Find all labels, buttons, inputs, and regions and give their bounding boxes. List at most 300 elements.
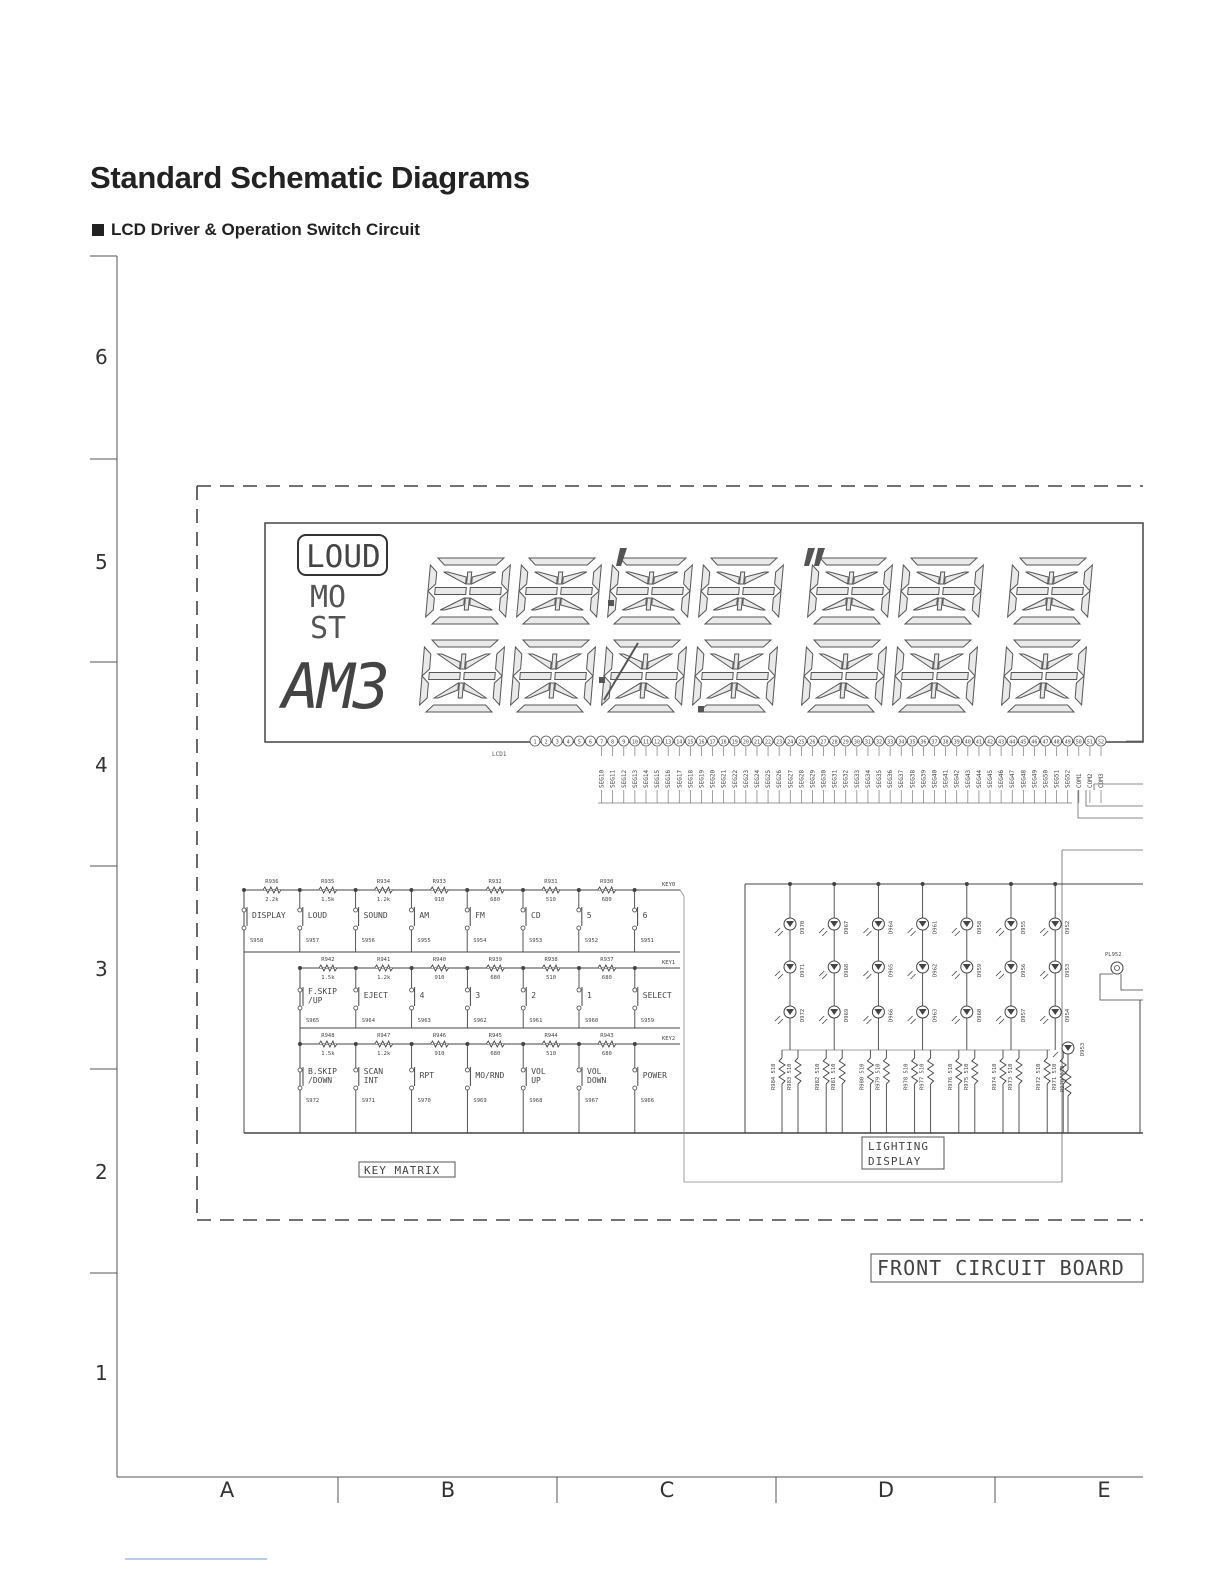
lcd-pin (674, 736, 684, 746)
page-title: Standard Schematic Diagrams (90, 160, 530, 195)
key-switch (410, 966, 431, 1028)
lighting-resistor-label: R974 510 (992, 1063, 998, 1090)
lcd-pin (941, 736, 951, 746)
key-resistor-value: 680 (490, 975, 501, 981)
lcd-segment-net-label: SEG51 (1053, 769, 1061, 788)
key-switch-label: 6 (642, 911, 648, 920)
lighting-resistor-label: R981 510 (831, 1063, 838, 1090)
lighting-label-line2: DISPLAY (868, 1155, 922, 1168)
lcd-pin (630, 736, 640, 746)
key-matrix-row (298, 1033, 680, 1133)
key-net-label: KEY2 (662, 1036, 676, 1042)
grid-row-label: 2 (95, 1160, 108, 1184)
lcd-segment-net-label: SEG22 (731, 769, 739, 788)
lcd-pin-number: 52 (1097, 739, 1105, 746)
lcd-segment-net (798, 747, 805, 803)
lcd-pin-number: 11 (642, 739, 649, 746)
led-diode (1040, 961, 1071, 979)
lcd-pin (896, 736, 906, 746)
key-switch-ref: S958 (250, 938, 264, 944)
lcd-pin-number: 13 (665, 739, 672, 746)
lcd-pin (985, 736, 995, 746)
lcd-pin (730, 736, 740, 746)
lcd-ref: LCD1 (492, 751, 507, 758)
key-switch-label: UP (531, 1076, 541, 1085)
lcd-pin (563, 736, 573, 746)
led-ref: D970 (800, 920, 806, 934)
lcd-segment-net (632, 747, 639, 803)
key-resistor (598, 1033, 616, 1057)
lcd-segment-net-label: SEG15 (654, 769, 662, 788)
lcd-segment-net-label: SEG14 (642, 769, 650, 788)
lcd-pin (585, 736, 595, 746)
key-resistor-ref: R936 (265, 879, 279, 885)
led-ref: D959 (976, 963, 983, 977)
lcd-pin (541, 736, 551, 746)
key-switch-ref: S954 (473, 938, 487, 944)
key-switch-ref: S955 (417, 938, 431, 944)
key-resistor-value: 510 (546, 975, 557, 981)
led-ref: D967 (844, 920, 851, 934)
lcd-pin-number: 43 (998, 739, 1005, 746)
lcd-pin-number: 34 (898, 739, 905, 746)
lcd-segment-net (1009, 747, 1016, 803)
key-switch-label: 4 (419, 991, 425, 1000)
lcd-segment-net (1043, 747, 1050, 803)
led-diode (952, 961, 983, 979)
key-switch-label: LOUD (307, 911, 328, 920)
key-switch (633, 966, 672, 1028)
lcd-segment-net-label: SEG33 (853, 769, 861, 788)
key-switch-label: RPT (419, 1071, 435, 1080)
lcd-segment-net (943, 747, 950, 803)
lcd-pin (996, 736, 1006, 746)
lighting-resistor (787, 1050, 801, 1133)
key-switch-label: /UP (308, 996, 323, 1005)
key-resistor-ref: R945 (488, 1033, 502, 1039)
lcd-pin (552, 736, 562, 746)
lighting-resistor (831, 1050, 845, 1133)
lcd-pin (885, 736, 895, 746)
lcd-pin (852, 736, 862, 746)
lighting-resistor (992, 1050, 1006, 1133)
key-resistor-ref: R944 (544, 1033, 558, 1039)
grid-row-label: 3 (95, 957, 108, 981)
lcd-pin-number: 26 (809, 739, 816, 746)
lcd-segment-net-label: SEG17 (676, 769, 684, 788)
lcd-segment-net-label: SEG43 (964, 769, 972, 788)
lcd-segment-net-label: SEG40 (931, 769, 939, 788)
lcd-pin (1041, 736, 1051, 746)
key-switch-label: INT (363, 1076, 379, 1085)
key-switch-ref: S970 (417, 1098, 431, 1104)
lcd-pin-number: 6 (588, 739, 592, 746)
key-resistor-ref: R937 (600, 957, 614, 963)
lcd-pin (796, 736, 806, 746)
lcd-pin-number: 33 (887, 739, 894, 746)
key-resistor-value: 510 (545, 897, 556, 903)
key-switch-label: CD (531, 911, 541, 920)
lcd-segment-net (909, 747, 916, 803)
lcd-pin (974, 736, 984, 746)
lighting-resistor-label: R984 510 (771, 1063, 777, 1090)
led-diode (952, 1006, 983, 1024)
key-matrix-wire (680, 890, 1062, 1182)
lcd-pin (1063, 736, 1073, 746)
key-resistor-value: 680 (601, 897, 612, 903)
lcd-segment-net (1054, 747, 1061, 803)
lcd-segment-net-label: COM3 (1098, 773, 1105, 788)
key-switch (521, 1042, 546, 1133)
key-resistor-value: 910 (434, 897, 445, 903)
lcd-segment-net-label: SEG25 (765, 769, 773, 788)
lcd-right-wiring (1062, 741, 1143, 1182)
lcd-segment-net-label: SEG36 (887, 769, 895, 788)
lcd-segment-net (898, 747, 905, 803)
key-switch-label: B.SKIP (308, 1067, 337, 1076)
lcd-segment-net (787, 747, 794, 803)
key-resistor-ref: R933 (432, 879, 446, 885)
led-ref: D960 (976, 1008, 983, 1022)
grid-column-label: D (877, 1478, 895, 1502)
lcd-pin (841, 736, 851, 746)
lcd-pin (652, 736, 662, 746)
lcd-segment-net (965, 747, 972, 803)
lcd-segment-net-label: SEG37 (898, 769, 906, 788)
lighting-resistor (771, 1050, 785, 1133)
lcd-colon-dot (599, 677, 605, 683)
led-ref: D956 (1021, 963, 1027, 977)
lighting-resistor (964, 1050, 978, 1133)
key-switch-ref: S953 (529, 938, 543, 944)
grid-column-label: E (1097, 1478, 1111, 1502)
lcd-segment-net (932, 747, 939, 803)
key-resistor-value: 2.2k (265, 897, 279, 903)
lcd-segment-net-label: SEG30 (820, 769, 828, 788)
key-resistor (375, 957, 393, 981)
lcd-segment-net-label: SEG16 (665, 769, 673, 788)
key-matrix-row (242, 879, 680, 952)
lcd-segment-net (832, 747, 839, 803)
lcd-segment-net (843, 747, 850, 803)
lcd-segment-net (599, 747, 606, 803)
led-ref: D954 (1065, 1008, 1072, 1022)
key-switch-label: VOL (531, 1067, 546, 1076)
led-diode (1040, 1006, 1071, 1024)
led-diode (775, 961, 806, 979)
key-resistor (431, 1033, 449, 1057)
lcd-segment-net (976, 747, 983, 803)
lighting-resistor-label: R978 510 (903, 1063, 910, 1090)
lcd-segment-net-label: SEG47 (1009, 769, 1017, 788)
lcd-segment-net-label: SEG13 (631, 769, 639, 788)
lcd-band-indicator: AM3 (282, 650, 388, 723)
key-resistor (375, 879, 393, 903)
lcd-pin (1052, 736, 1062, 746)
lcd-pin (952, 736, 962, 746)
key-switch-ref: S969 (473, 1098, 487, 1104)
key-switch-ref: S951 (640, 938, 654, 944)
lighting-resistor (859, 1050, 873, 1133)
lcd-segment-nets (598, 747, 1105, 803)
lighting-resistor-label: R980 510 (859, 1063, 866, 1090)
lcd-segment-net (865, 747, 872, 803)
key-switch-label: 2 (531, 991, 537, 1000)
lcd-pin (719, 736, 729, 746)
key-resistor-value: 680 (490, 1051, 501, 1057)
lcd-pin-number: 21 (753, 739, 760, 746)
lcd-segment-net (1076, 747, 1083, 803)
led-column (775, 882, 806, 1050)
lcd-pin-number: 31 (864, 739, 871, 746)
lcd-pin-number: 23 (776, 739, 783, 746)
lcd-pin (874, 736, 884, 746)
key-resistor (486, 879, 504, 903)
lcd-pin (918, 736, 928, 746)
led-column (952, 882, 983, 1050)
led-ref: D961 (932, 920, 939, 934)
key-switch-label: DISPLAY (252, 911, 286, 920)
led-diode (908, 1006, 939, 1024)
led-ref: D966 (888, 1008, 895, 1022)
lcd-pin (785, 736, 795, 746)
lcd-segment-net (1098, 747, 1105, 803)
key-switch-label: POWER (642, 1071, 667, 1080)
lcd-pin (619, 736, 629, 746)
lcd-pin-number: 41 (975, 739, 982, 746)
lcd-segment-net-label: SEG20 (709, 769, 717, 788)
lcd-segment-net (654, 747, 661, 803)
key-switch-ref: S956 (361, 938, 375, 944)
lcd-pin (1029, 736, 1039, 746)
lcd-pin (641, 736, 651, 746)
key-switch (410, 1042, 435, 1133)
lcd-segment-net-label: SEG35 (876, 769, 884, 788)
key-switch-label: EJECT (363, 991, 388, 1000)
lcd-pin (1018, 736, 1028, 746)
lcd-pin-number: 38 (942, 739, 949, 746)
grid-row-label: 1 (95, 1361, 108, 1385)
lcd-pin-number: 29 (842, 739, 849, 746)
extra-resistor-label: R970 820 (1060, 1065, 1066, 1092)
lighting-resistor-label: R973 510 (1008, 1063, 1014, 1090)
lcd-pin-number: 25 (798, 739, 805, 746)
lcd-segment-net (954, 747, 961, 803)
lcd-pin (1007, 736, 1017, 746)
lighting-resistor (875, 1050, 889, 1133)
led-ref: D972 (800, 1008, 806, 1022)
lighting-resistor-label: R971 510 (1052, 1063, 1059, 1090)
lcd-segment-net (754, 747, 761, 803)
key-resistor-value: 680 (601, 1051, 612, 1057)
lcd-segment-net (621, 747, 628, 803)
lcd-segment-net-label: SEG31 (831, 769, 839, 788)
key-resistor-ref: R934 (376, 879, 391, 885)
extra-led (1053, 1042, 1086, 1057)
lcd-segment-net (665, 747, 672, 803)
key-switch-label: SCAN (363, 1067, 384, 1076)
lcd-pin (708, 736, 718, 746)
lcd-segment-net-label: SEG50 (1042, 769, 1050, 788)
led-diode (996, 961, 1027, 979)
lcd-pin-number: 44 (1009, 739, 1016, 746)
led-diode (775, 918, 806, 936)
lcd-pin-number: 12 (654, 739, 661, 746)
grid-row-label: 4 (95, 753, 108, 777)
lcd-segment-net (687, 747, 694, 803)
key-resistor-value: 1.2k (377, 975, 391, 981)
lcd-pin (863, 736, 873, 746)
key-resistor-ref: R935 (321, 879, 335, 885)
key-switch (633, 1042, 667, 1133)
lcd-pin-number: 20 (742, 739, 749, 746)
key-switch-label: SELECT (642, 991, 672, 1000)
lcd-pin-number: 19 (731, 739, 738, 746)
key-switch-ref: S963 (417, 1018, 431, 1024)
lcd-segment-net-label: COM2 (1086, 773, 1094, 788)
lcd-pin (963, 736, 973, 746)
key-switch-ref: S960 (585, 1018, 599, 1024)
key-resistor-value: 680 (601, 975, 612, 981)
lcd-pin-number: 15 (687, 739, 694, 746)
led-ref: D968 (844, 963, 851, 977)
lcd-pin (696, 736, 706, 746)
lcd-segment-net-label: SEG34 (864, 769, 872, 788)
lcd-segment-net-label: SEG52 (1064, 769, 1072, 788)
lcd-panel (265, 523, 1143, 742)
key-resistor-ref: R932 (488, 879, 502, 885)
lighting-resistor-label: R972 510 (1036, 1063, 1043, 1090)
lcd-colon-dot (608, 600, 614, 606)
key-switch-ref: S964 (361, 1018, 376, 1024)
key-switch (409, 888, 430, 952)
key-switch-label: DOWN (587, 1076, 607, 1085)
lcd-segment-net (821, 747, 828, 803)
led-ref: D964 (888, 920, 895, 934)
lcd-segment-net (854, 747, 861, 803)
key-resistor (319, 1033, 337, 1057)
key-switch-ref: S965 (306, 1018, 320, 1024)
key-resistor-value: 1.5k (321, 897, 335, 903)
lcd-pin (763, 736, 773, 746)
lcd-pin-number: 1 (533, 739, 537, 746)
lighting-label-line1: LIGHTING (868, 1140, 929, 1153)
lcd-segment-net-label: SEG24 (753, 769, 761, 788)
lcd-pin-number: 48 (1053, 739, 1060, 746)
key-resistor-ref: R948 (321, 1033, 335, 1039)
led-diode (819, 918, 850, 936)
lcd-segment-net (1087, 747, 1094, 803)
lcd-pin-number: 42 (987, 739, 994, 746)
lcd-segment-net (887, 747, 894, 803)
lcd-segment-net-label: SEG46 (998, 769, 1006, 788)
lcd-pin (574, 736, 584, 746)
key-switch (577, 966, 598, 1028)
lighting-resistor-label: R982 510 (815, 1063, 822, 1090)
lcd-segment-net (765, 747, 772, 803)
key-net-label: KEY0 (662, 882, 676, 888)
lighting-resistor (1008, 1050, 1022, 1133)
led-ref: D952 (1065, 920, 1072, 934)
lcd-segment-net-label: SEG10 (598, 769, 606, 788)
key-switch-label: 5 (586, 911, 592, 920)
lcd-pin-number: 3 (555, 739, 559, 746)
lcd-segment-net (987, 747, 994, 803)
lcd-pin-number: 40 (964, 739, 971, 746)
lighting-resistor (815, 1050, 829, 1133)
lcd-segment-net-label: SEG29 (809, 769, 817, 788)
led-column (863, 882, 894, 1050)
led-ref: D957 (1021, 1008, 1027, 1022)
lcd-segment-net-label: SEG32 (842, 769, 850, 788)
lcd-segment-net-label: SEG39 (920, 769, 928, 788)
key-switch (521, 888, 542, 952)
lcd-segment-net-label: SEG12 (620, 769, 628, 788)
lighting-resistor (1036, 1050, 1050, 1133)
led-ref: D969 (844, 1008, 851, 1022)
key-resistor-value: 1.5k (321, 1051, 335, 1057)
lcd-pin (1096, 736, 1106, 746)
led-diode (952, 918, 983, 936)
lcd-pin-number: 32 (876, 739, 883, 746)
key-resistor (319, 879, 337, 903)
lcd-pin-number: 18 (720, 739, 727, 746)
lcd-segment-net (876, 747, 883, 803)
lcd-pin (930, 736, 940, 746)
key-resistor-ref: R931 (544, 879, 558, 885)
grid-row-label: 5 (95, 550, 108, 574)
lcd-pin-number: 17 (709, 739, 716, 746)
led-diode (863, 918, 894, 936)
led-column (1040, 882, 1071, 1050)
lcd-segment-net-label: SEG49 (1031, 769, 1039, 788)
lcd-segment-net-label: SEG45 (987, 769, 995, 788)
key-resistor (431, 957, 449, 981)
key-matrix-row (298, 957, 680, 1028)
lcd-segment-net (698, 747, 705, 803)
lcd-pin (907, 736, 917, 746)
lcd-segment-net-label: SEG21 (720, 769, 728, 788)
lcd-pin (741, 736, 751, 746)
lcd-segment-net (732, 747, 739, 803)
lighting-resistor (948, 1050, 962, 1133)
key-switch-ref: S967 (585, 1098, 599, 1104)
key-resistor-ref: R946 (432, 1033, 447, 1039)
key-resistor-value: 1.2k (376, 897, 391, 903)
key-resistor (542, 957, 560, 981)
key-resistor (542, 1033, 560, 1057)
led-ref: D971 (800, 963, 806, 977)
lcd-segment-net (809, 747, 816, 803)
lcd-pin-number: 39 (953, 739, 960, 746)
lcd-pin (819, 736, 829, 746)
lcd-segment-net (643, 747, 650, 803)
lcd-segment-net (776, 747, 783, 803)
lcd-pin-number: 51 (1086, 739, 1093, 746)
section-subtitle-text: LCD Driver & Operation Switch Circuit (111, 220, 420, 239)
led-ref: D955 (1021, 920, 1027, 934)
lcd-segment-net (610, 747, 617, 803)
key-resistor (486, 957, 504, 981)
key-matrix-label: KEY MATRIX (364, 1164, 441, 1177)
lcd-loud-indicator: LOUD (306, 539, 381, 575)
lcd-pin-number: 46 (1031, 739, 1038, 746)
led-ref: D962 (932, 963, 939, 977)
lighting-resistor-label: R977 510 (919, 1063, 926, 1090)
led-ref: D965 (888, 963, 895, 977)
lcd-pin-number: 8 (611, 739, 615, 746)
extra-led-ref: D953 (1080, 1042, 1086, 1056)
